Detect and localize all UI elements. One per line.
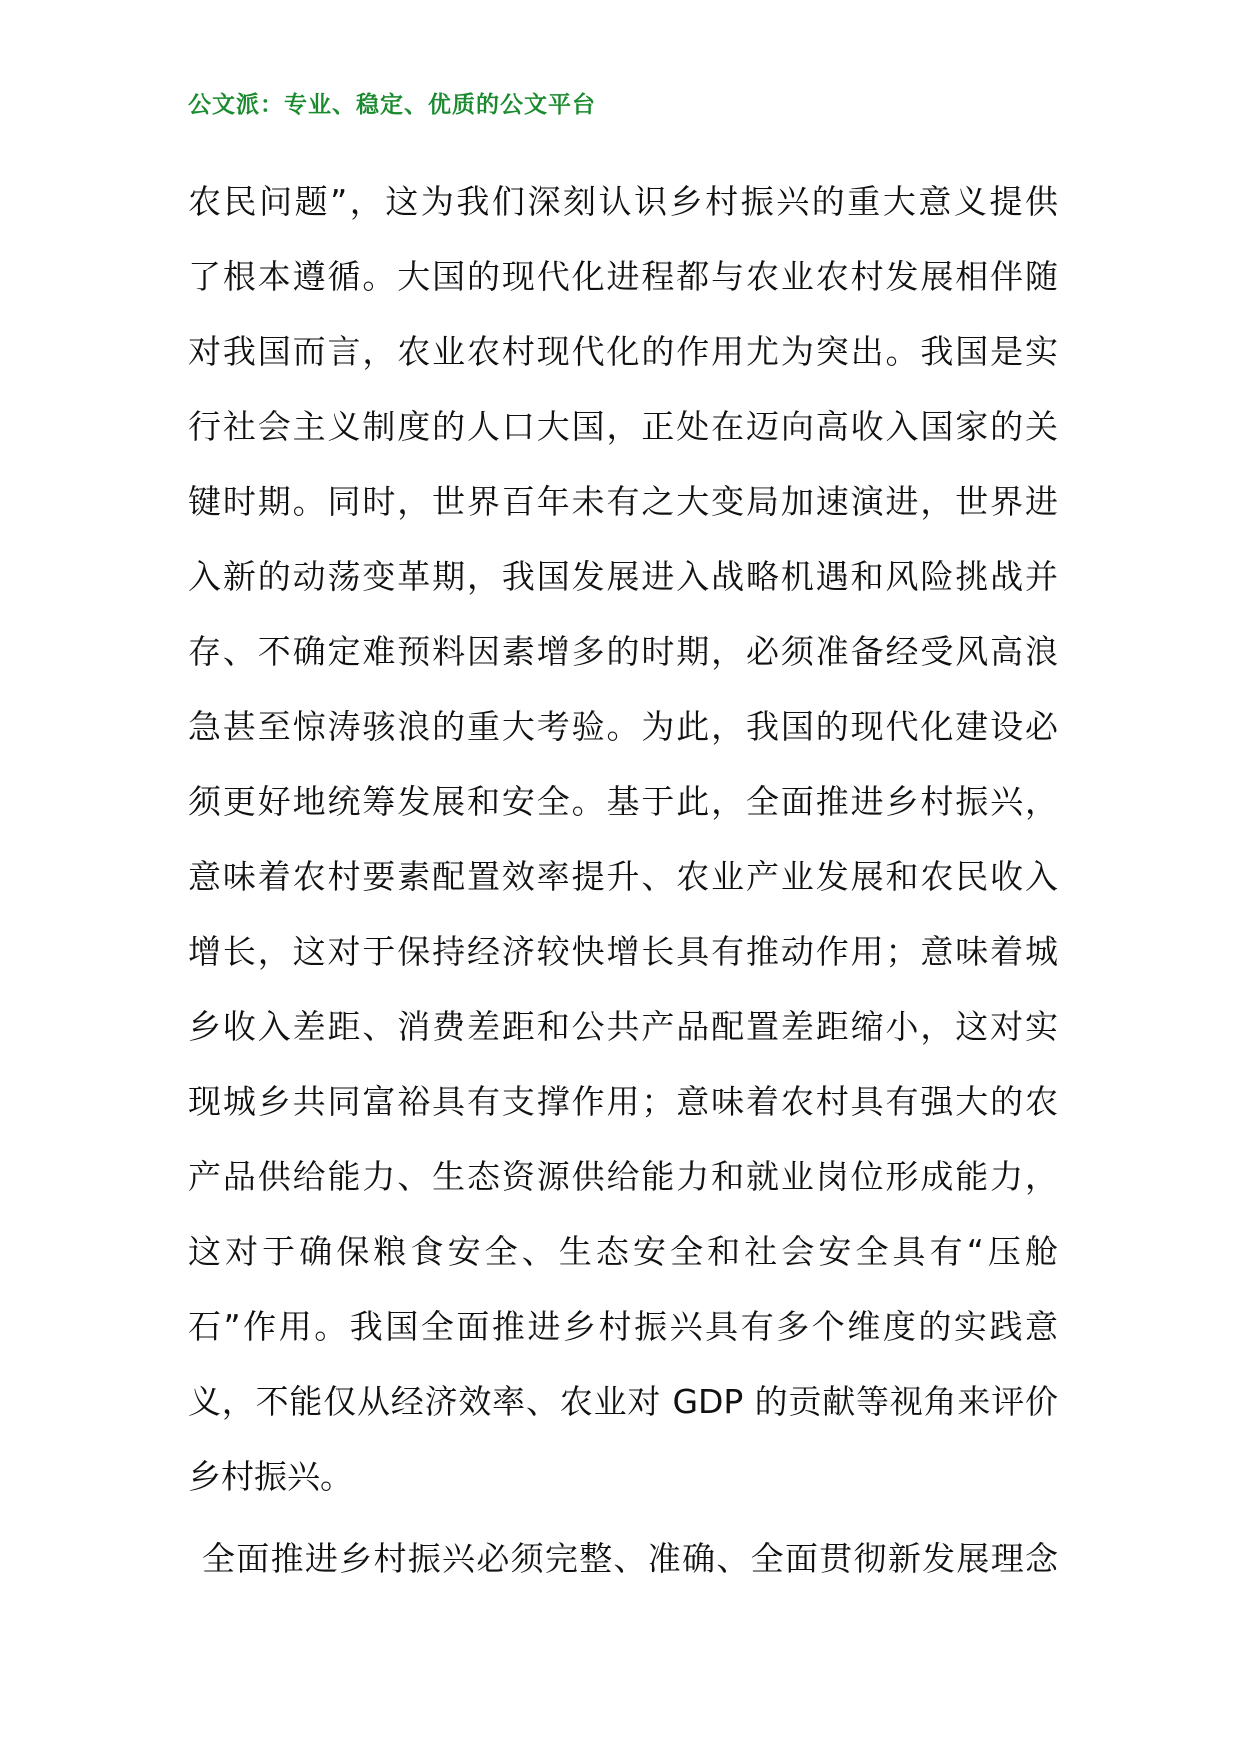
paragraph-line: 产品供给能力、生态资源供给能力和就业岗位形成能力， [188,1157,1058,1196]
paragraph-line: 现城乡共同富裕具有支撑作用；意味着农村具有强大的农 [188,1082,1058,1121]
paragraph-line: 行社会主义制度的人口大国，正处在迈向高收入国家的关 [188,407,1058,446]
page-header-title: 公文派：专业、稳定、优质的公文平台 [188,92,596,118]
paragraph-line: 意味着农村要素配置效率提升、农业产业发展和农民收入 [188,857,1058,896]
paragraph-line: 键时期。同时，世界百年未有之大变局加速演进，世界进 [188,482,1058,521]
paragraph-line: 对我国而言，农业农村现代化的作用尤为突出。我国是实 [188,332,1058,371]
paragraph-line: 义，不能仅从经济效率、农业对 GDP 的贡献等视角来评价 [188,1382,1058,1421]
paragraph-line: 全面推进乡村振兴必须完整、准确、全面贯彻新发展理念 [202,1539,1058,1578]
paragraph-line: 了根本遵循。大国的现代化进程都与农业农村发展相伴随 [188,257,1058,296]
paragraph-line: 入新的动荡变革期，我国发展进入战略机遇和风险挑战并 [188,557,1058,596]
paragraph-line: 须更好地统筹发展和安全。基于此，全面推进乡村振兴， [188,782,1058,821]
paragraph-line: 石”作用。我国全面推进乡村振兴具有多个维度的实践意 [188,1307,1058,1346]
paragraph-line: 急甚至惊涛骇浪的重大考验。为此，我国的现代化建设必 [188,707,1058,746]
paragraph-line: 乡村振兴。 [188,1457,353,1496]
paragraph-1 [188,164,1058,1514]
paragraph-2 [188,1521,1058,1596]
paragraph-line: 乡收入差距、消费差距和公共产品配置差距缩小，这对实 [188,1007,1058,1046]
paragraph-line: 农民问题”，这为我们深刻认识乡村振兴的重大意义提供 [188,182,1058,221]
paragraph-line: 存、不确定难预料因素增多的时期，必须准备经受风高浪 [188,632,1058,671]
paragraph-line: 这对于确保粮食安全、生态安全和社会安全具有“压舱 [188,1232,1058,1271]
paragraph-line: 增长，这对于保持经济较快增长具有推动作用；意味着城 [188,932,1058,971]
